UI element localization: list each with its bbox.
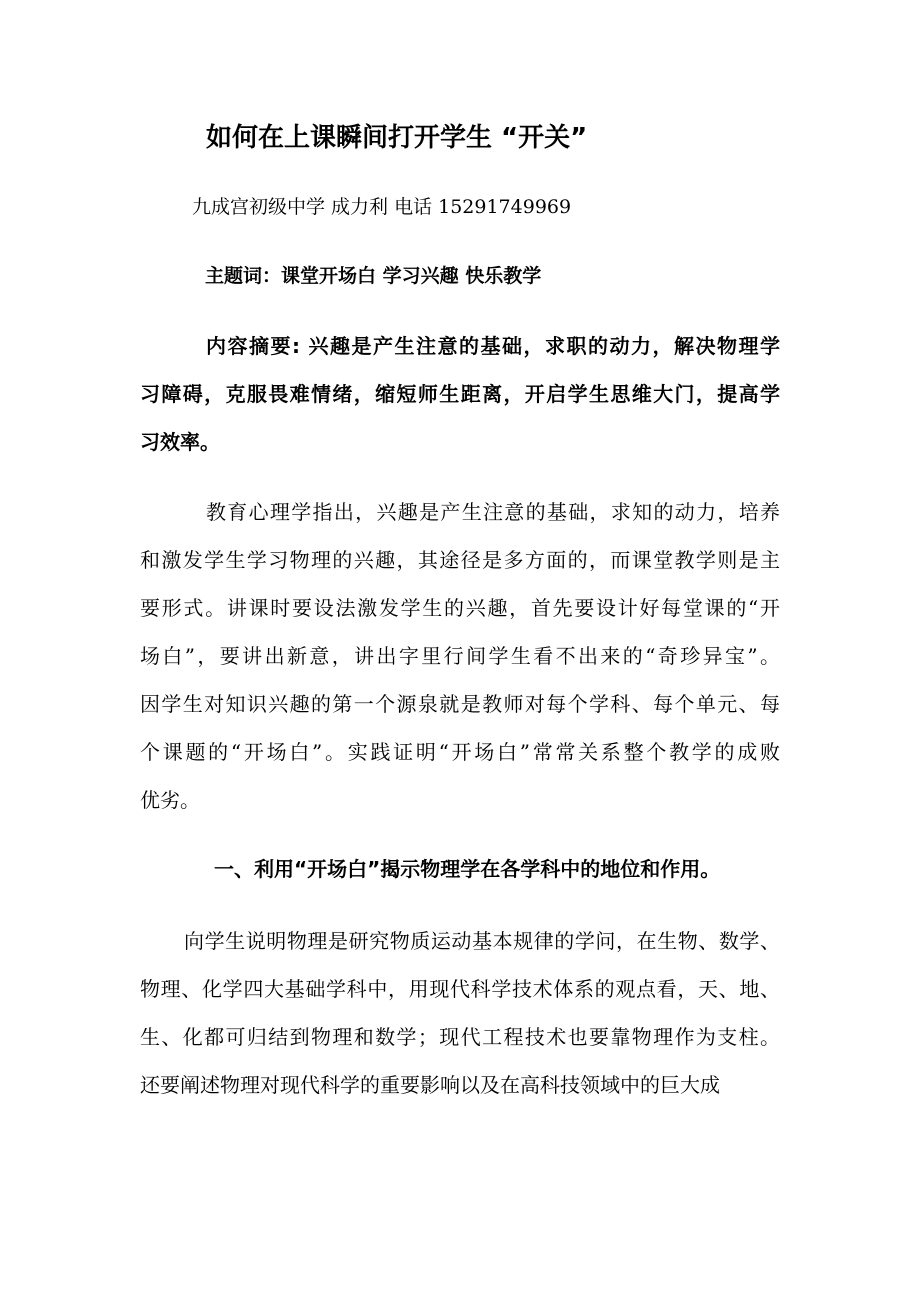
author-line: 九成宫初级中学 成力利 电话 15291749969: [192, 196, 572, 218]
paragraph-line: 要形式。讲课时要设法激发学生的兴趣，首先要设计好每堂课的“开: [140, 596, 780, 620]
paragraph-line: 个课题的“开场白”。实践证明“开场白”常常关系整个教学的成败: [140, 740, 780, 764]
abstract-line: 内容摘要: 兴趣是产生注意的基础，求职的动力，解决物理学: [206, 334, 780, 358]
intro-paragraph: [140, 488, 780, 824]
document-title: 如何在上课瞬间打开学生 “开关”: [206, 123, 588, 153]
abstract-line: 习障碍，克服畏难情绪，缩短师生距离，开启学生思维大门，提高学: [140, 382, 780, 406]
keywords-line: 主题词：课堂开场白 学习兴趣 快乐教学: [205, 265, 542, 287]
paragraph-line: 向学生说明物理是研究物质运动基本规律的学问，在生物、数学、: [184, 929, 780, 953]
section-heading: 一、利用“开场白”揭示物理学在各学科中的地位和作用。: [214, 857, 721, 881]
abstract-line: 习效率。: [140, 430, 220, 454]
paragraph-line: 教育心理学指出，兴趣是产生注意的基础，求知的动力，培养: [206, 500, 780, 524]
paragraph-line: 因学生对知识兴趣的第一个源泉就是教师对每个学科、每个单元、每: [140, 692, 780, 716]
abstract-paragraph: [140, 322, 780, 466]
paragraph-line: 场白”，要讲出新意，讲出字里行间学生看不出来的“奇珍异宝”。: [140, 644, 780, 668]
paragraph-line: 生、化都可归结到物理和数学；现代工程技术也要靠物理作为支柱。: [140, 1025, 780, 1049]
paragraph-line: 还要阐述物理对现代科学的重要影响以及在高科技领域中的巨大成: [140, 1073, 720, 1097]
paragraph-line: 优劣。: [140, 788, 200, 812]
paragraph-line: 物理、化学四大基础学科中，用现代科学技术体系的观点看，天、地、: [140, 977, 780, 1001]
section-paragraph: [140, 917, 780, 1109]
paragraph-line: 和激发学生学习物理的兴趣，其途径是多方面的，而课堂教学则是主: [140, 548, 780, 572]
